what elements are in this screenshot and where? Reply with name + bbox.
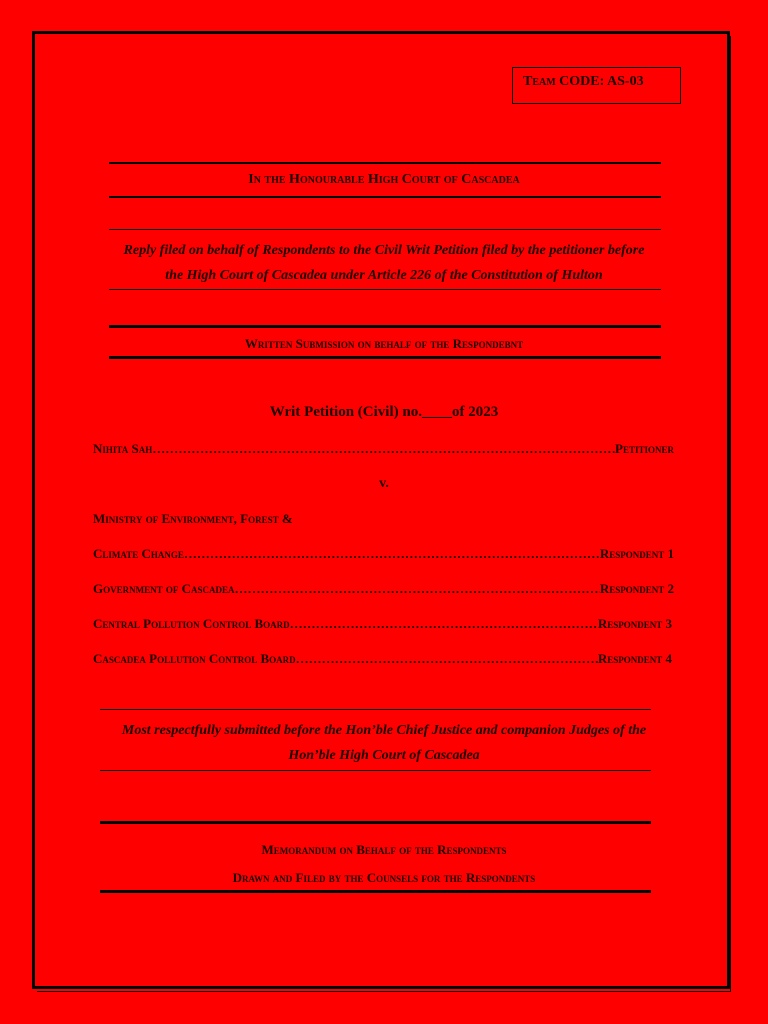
party-role: Respondent 4 [597, 651, 672, 666]
party-name: Cascadea Pollution Control Board [93, 651, 296, 666]
leader-dots [152, 441, 615, 457]
party-respondent-2 [93, 581, 674, 597]
divider [109, 229, 661, 230]
reply-statement [0, 238, 768, 288]
party-name: Nihita Sah [93, 441, 153, 456]
party-name: Central Pollution Control Board [93, 616, 290, 631]
divider [100, 770, 651, 771]
reply-line-2: the High Court of Cascadea under Article 226 of the Constitution of Hulton [165, 268, 603, 283]
party-name: Government of Cascadea [93, 581, 235, 596]
divider [109, 162, 661, 164]
team-code-box: Team CODE: AS-03 [512, 67, 681, 104]
memorandum-block [0, 836, 768, 892]
reply-line-1: Reply filed on behalf of Respondents to the Civil Writ Petition filed by the petitioner before [123, 243, 645, 258]
divider [109, 289, 661, 290]
party-respondent-heading [93, 511, 674, 527]
party-role: Respondent 3 [597, 616, 672, 631]
divider [109, 196, 661, 198]
party-respondent-3 [93, 616, 672, 632]
memorandum-subtitle: Drawn and Filed by the Counsels for the Respondents [232, 870, 536, 885]
court-title: In the Honourable High Court of Cascadea [248, 172, 520, 187]
versus: v. [379, 476, 389, 491]
party-role: Respondent 2 [599, 581, 674, 596]
divider [109, 325, 661, 328]
divider [100, 821, 651, 824]
submitted-line-1: Most respectfully submitted before the Hon’ble Chief Justice and companion Judges of the [121, 723, 647, 738]
leader-dots [290, 616, 598, 632]
memorandum-title: Memorandum on Behalf of the Respondents [261, 842, 507, 857]
party-respondent-1 [93, 546, 674, 562]
divider [100, 709, 651, 710]
divider [109, 356, 661, 359]
leader-dots [184, 546, 600, 562]
party-respondent-4 [93, 651, 672, 667]
party-role: Petitioner [615, 441, 674, 456]
written-submission-title: Written Submission on behalf of the Respondebnt [244, 336, 524, 351]
party-name: Ministry of Environment, Forest & [93, 511, 293, 526]
leader-dots [296, 651, 598, 667]
party-role: Respondent 1 [599, 546, 674, 561]
leader-dots [235, 581, 600, 597]
party-petitioner [93, 441, 674, 457]
party-name: Climate Change [93, 546, 184, 561]
submission-statement [0, 718, 768, 768]
writ-petition-number: Writ Petition (Civil) no.____of 2023 [269, 404, 499, 420]
submitted-line-2: Hon’ble High Court of Cascadea [288, 748, 480, 763]
divider [100, 890, 651, 893]
